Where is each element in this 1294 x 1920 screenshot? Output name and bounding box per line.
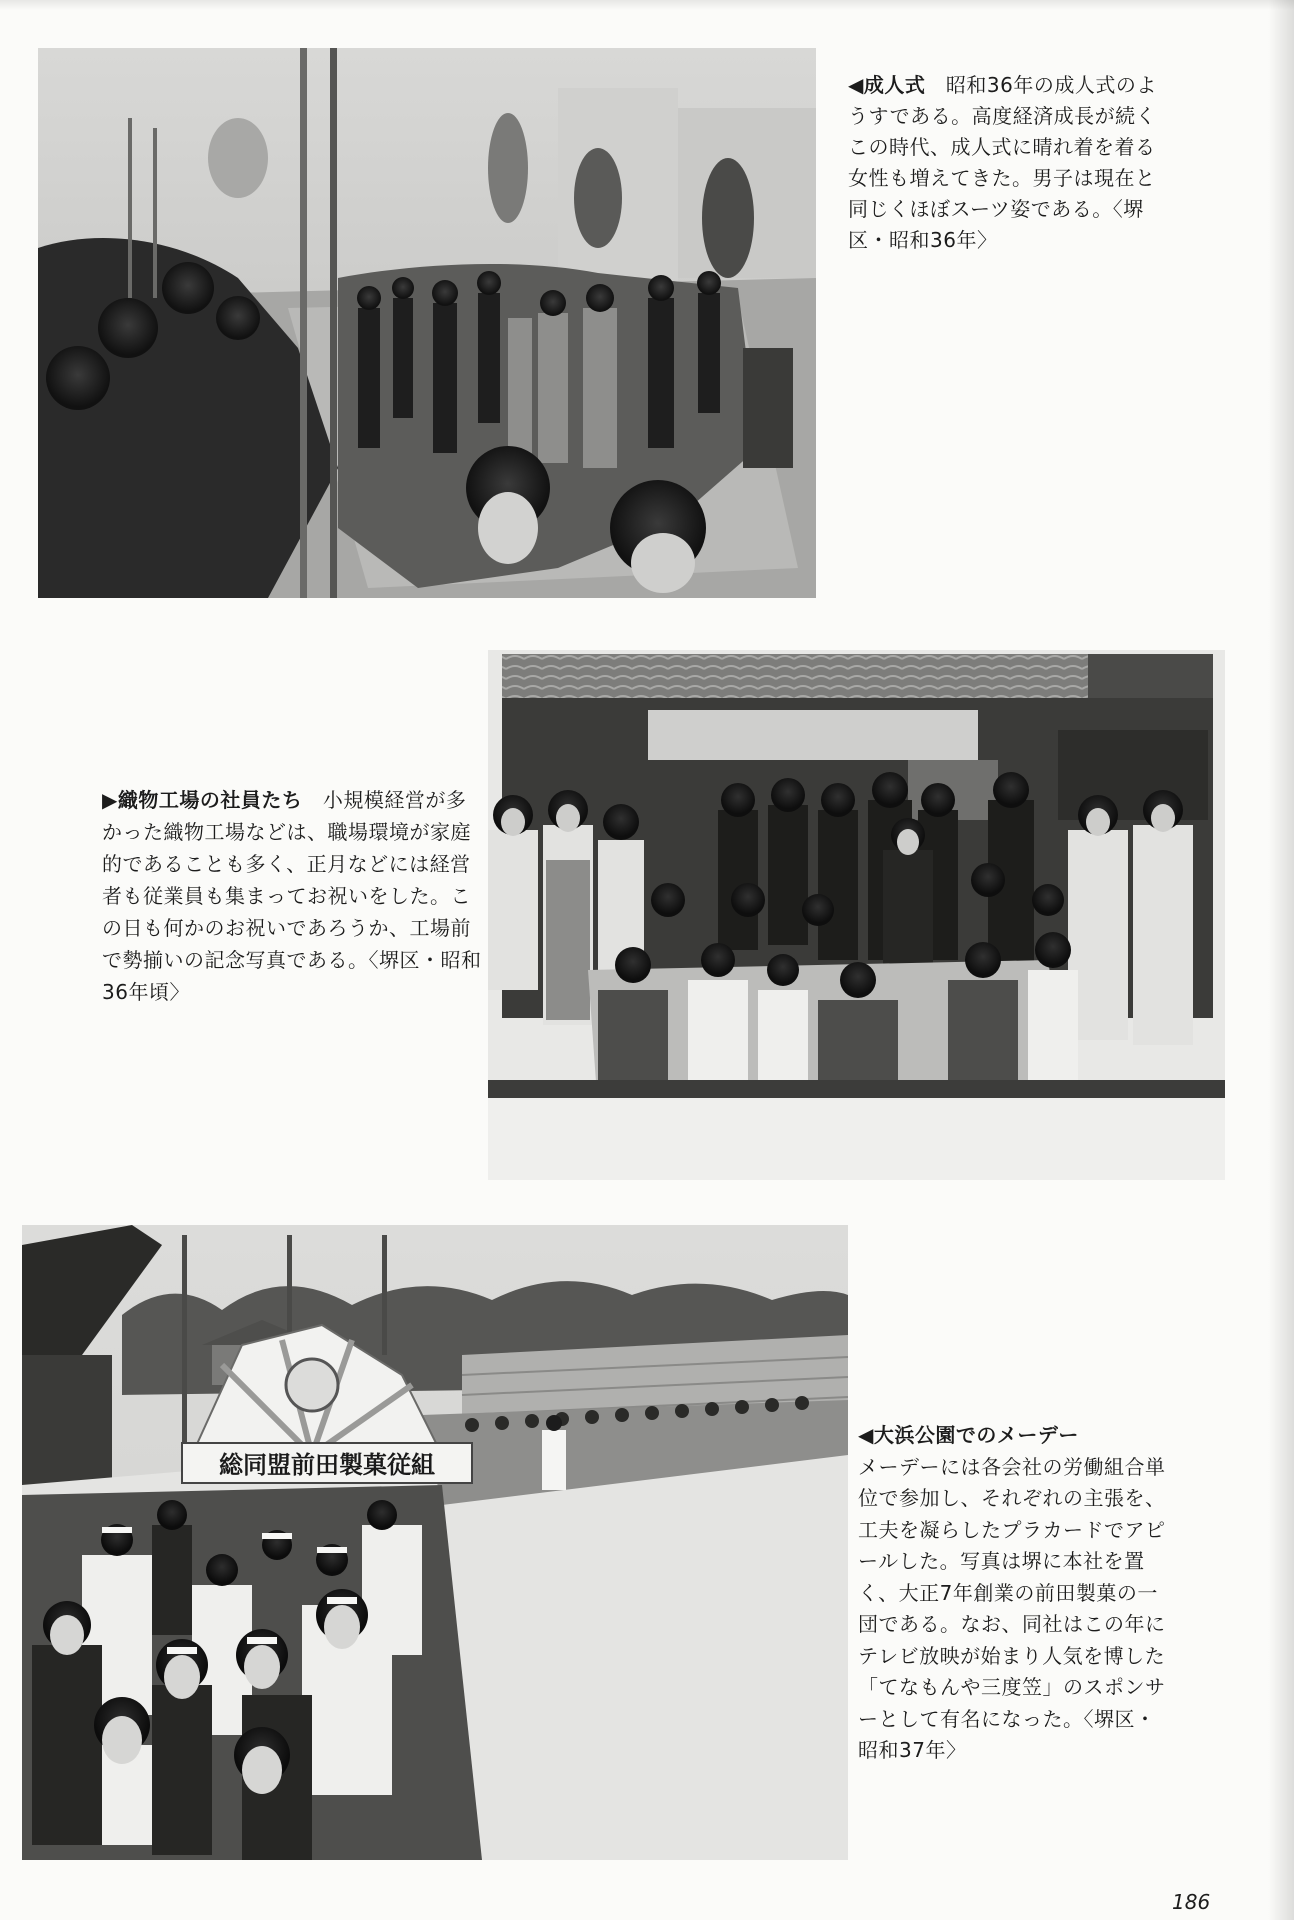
- caption-body: 昭和36年の成人式のようすである。高度経済成長が続くこの時代、成人式に晴れ着を着る女性も増えてきた。男子は現在と同じくほぼスーツ姿である。〈堺区・昭和36年〉: [848, 73, 1157, 252]
- page-top-shadow: [0, 0, 1294, 10]
- page-number: 186: [1172, 1890, 1211, 1914]
- coming-of-age-photo: [38, 48, 816, 598]
- caption-title: ◀大浜公園でのメーデー: [858, 1423, 1079, 1447]
- caption-title: ▶織物工場の社員たち: [102, 788, 303, 812]
- page-edge-shadow: [1268, 0, 1294, 1920]
- caption-body: メーデーには各会社の労働組合単位で参加し、それぞれの主張を、工夫を凝らしたプラカードでアピールした。写真は堺に本社を置く、大正7年創業の前田製菓の一団である。なお、同社はこの年にテレビ放映が始まり人気を博した「てなもんや三度笠」のスポンサーとして有名になった。〈堺区・昭和37年〉: [858, 1454, 1166, 1762]
- caption-body: 小規模経営が多かった織物工場などは、職場環境が家庭的であることも多く、正月などには経営者も従業員も集まってお祝いをした。この日も何かのお祝いであろうか、工場前で勢揃いの記念写真である。〈堺区・昭和36年頃〉: [102, 788, 482, 1004]
- may-day-photo: [22, 1225, 848, 1860]
- coming-of-age-caption: [848, 70, 1170, 256]
- banner-text: 総同盟前田製菓従組: [219, 1451, 435, 1479]
- textile-factory-photo: [488, 650, 1225, 1180]
- caption-title: ◀成人式: [848, 73, 926, 97]
- may-day-caption: [858, 1420, 1170, 1767]
- textile-factory-caption: [102, 784, 484, 1008]
